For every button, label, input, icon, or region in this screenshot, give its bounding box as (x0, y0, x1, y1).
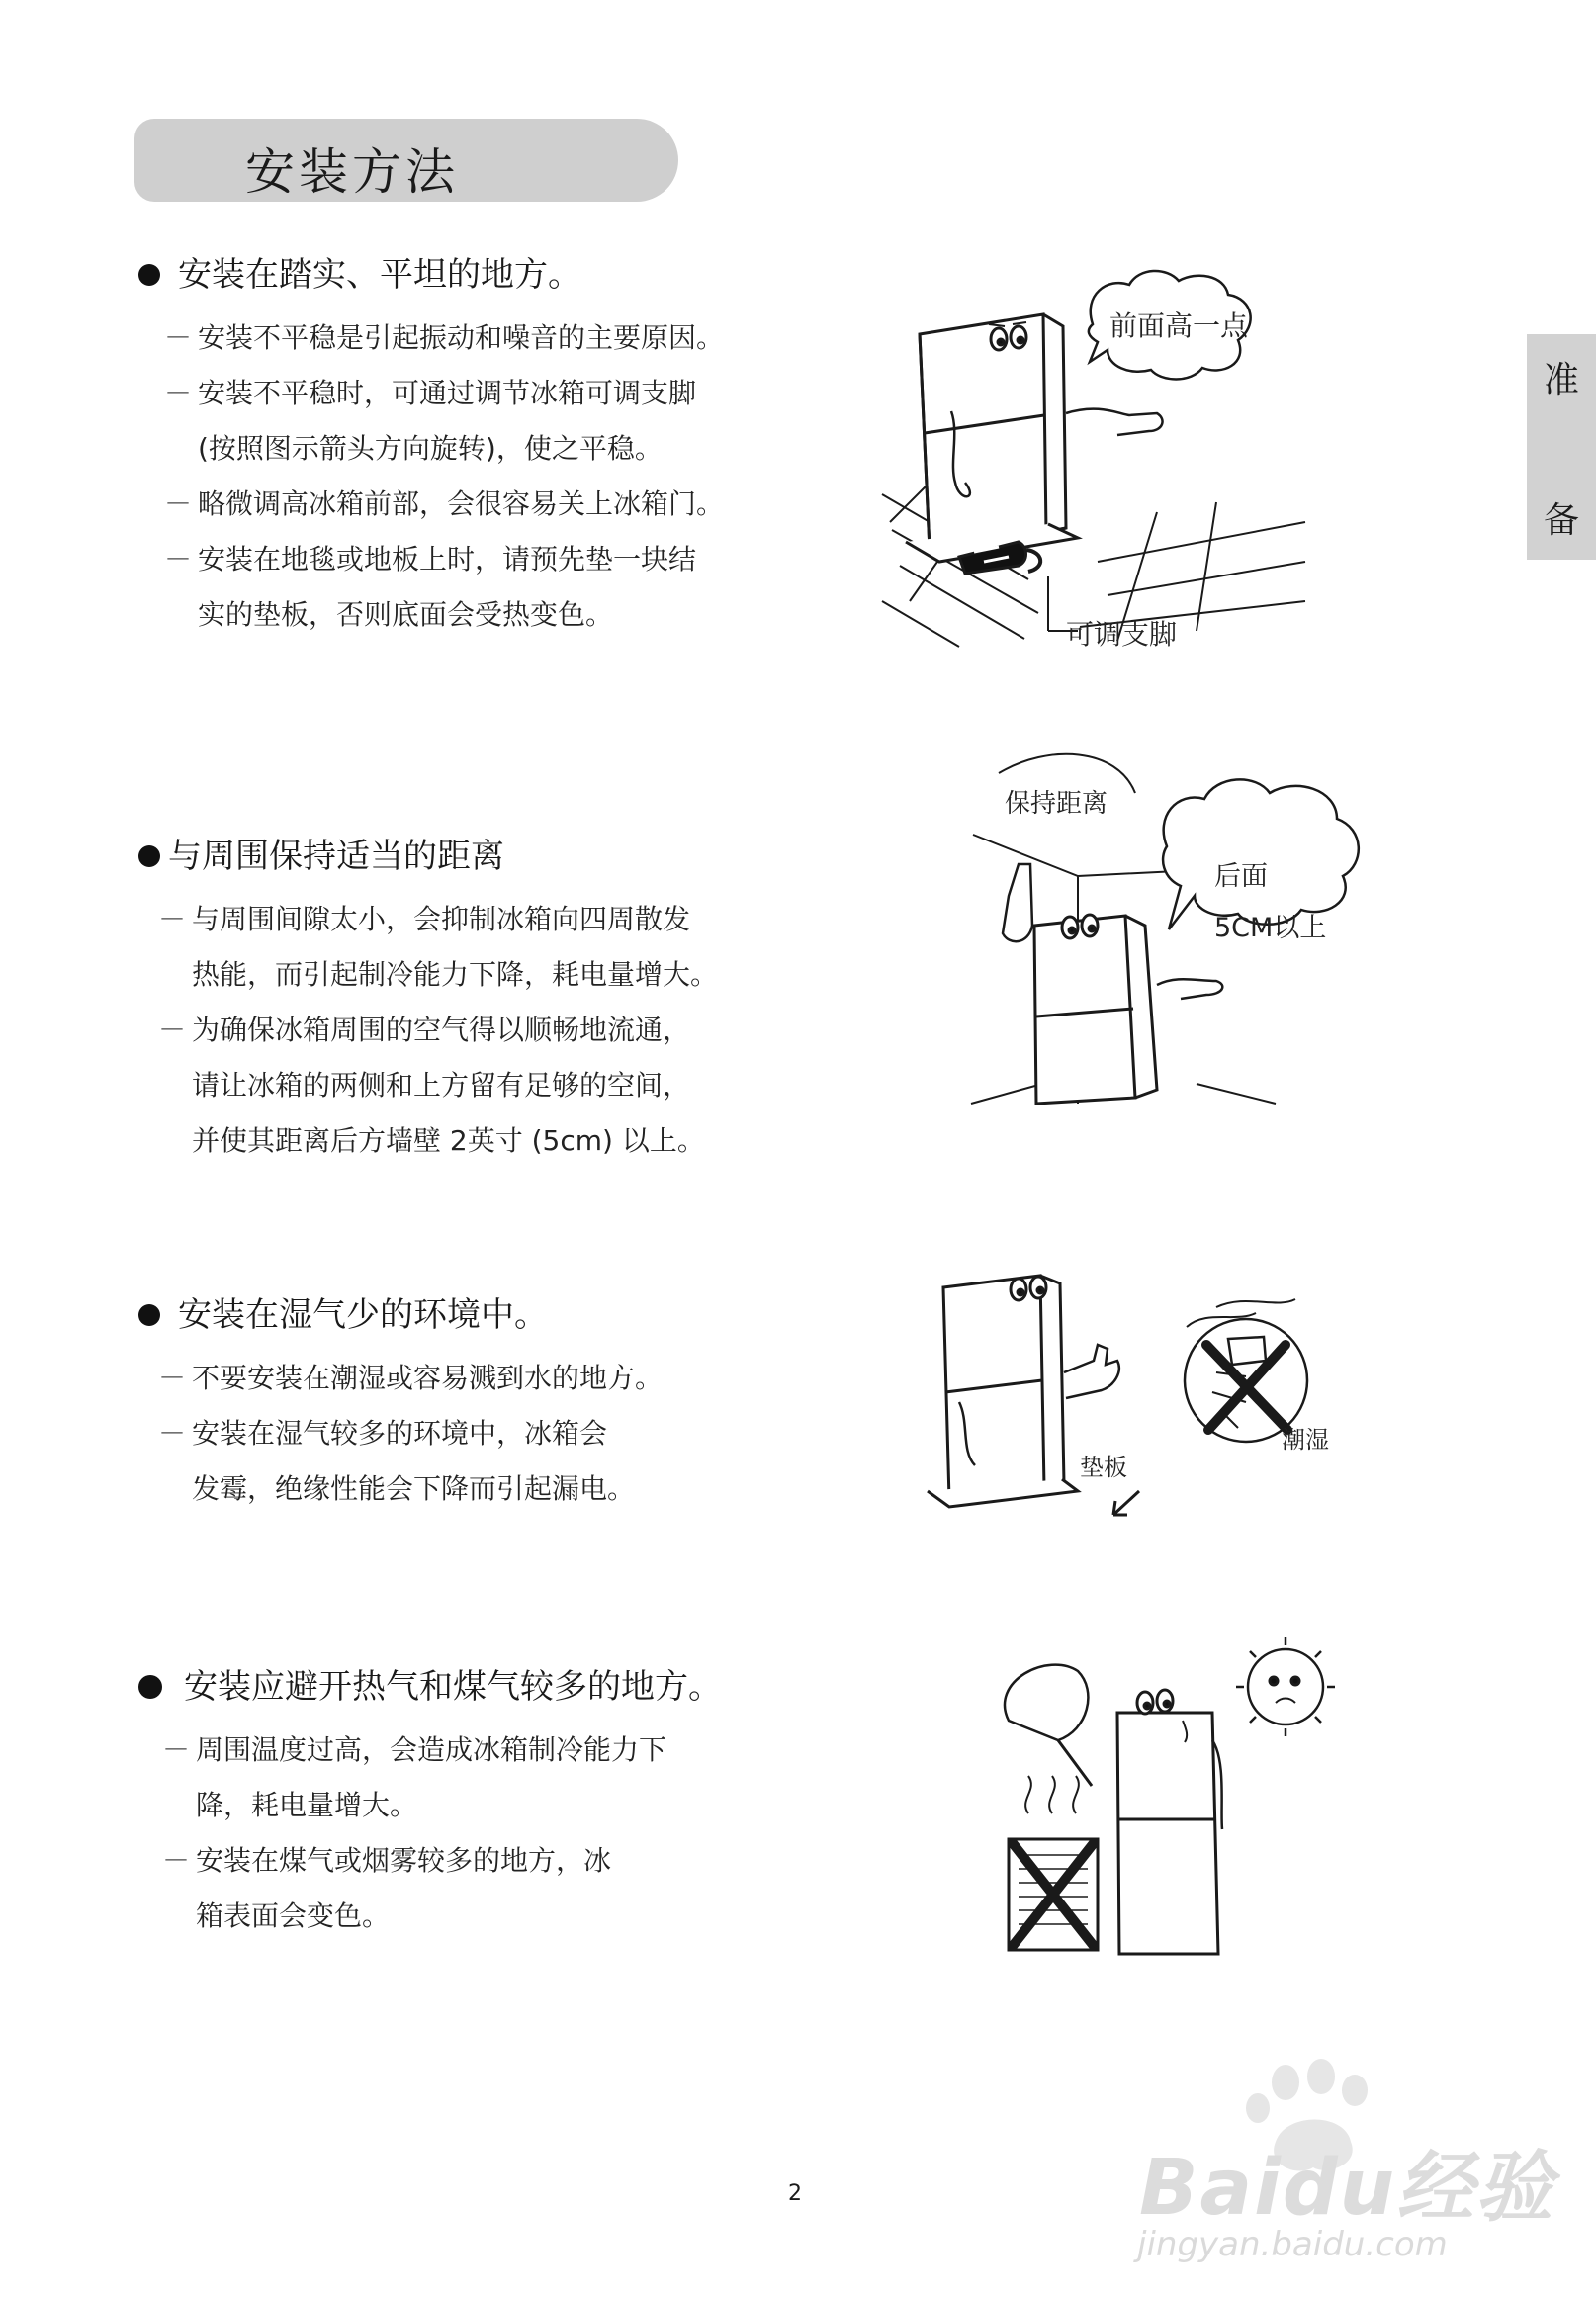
section-heading (134, 1293, 866, 1337)
item-list (158, 1351, 866, 1517)
title-bar (134, 119, 678, 202)
page-number: 2 (788, 2181, 802, 2206)
list-item: － 安装在湿气较多的环境中，冰箱会 发霉，绝缘性能会下降而引起漏电。 (158, 1417, 636, 1505)
bubble-label-2: 5CM以上 (1214, 913, 1327, 943)
bullet-icon (138, 1304, 160, 1326)
list-item: － 安装不平稳是引起振动和噪音的主要原因。 (164, 321, 725, 354)
fridge-heat-illustration (989, 1632, 1384, 1968)
list-item: － 与周围间隙太小，会抑制冰箱向四周散发 热能，而引起制冷能力下降，耗电量增大。 (158, 903, 719, 991)
bubble-label: 前面高一点 (1109, 309, 1249, 342)
section-heading-text: 安装应避开热气和煤气较多的地方。 (184, 1667, 722, 1707)
section-heading (134, 835, 866, 878)
list-item: － 不要安装在潮湿或容易溅到水的地方。 (158, 1362, 664, 1394)
bullet-icon (138, 1675, 162, 1699)
section-low-humidity (134, 1293, 866, 1517)
fridge-humidity-illustration (920, 1254, 1365, 1550)
distance-label: 保持距离 (1005, 789, 1108, 819)
section-keep-distance (134, 835, 866, 1169)
side-tab-char-1: 准 (1543, 360, 1579, 400)
section-heading-text: 安装在踏实、平坦的地方。 (178, 255, 581, 295)
item-list (158, 892, 866, 1169)
bullet-icon (138, 264, 160, 286)
bullet-icon (138, 845, 160, 867)
list-item: － 安装不平稳时，可通过调节冰箱可调支脚 (按照图示箭头方向旋转)，使之平稳。 (164, 377, 697, 465)
section-heading (134, 253, 866, 297)
side-tab-char-2: 备 (1543, 500, 1579, 541)
list-item: － 为确保冰箱周围的空气得以顺畅地流通， 请让冰箱的两侧和上方留有足够的空间， 并使其距离后方墙壁 2英寸 (5cm) 以上。 (158, 1014, 705, 1157)
item-list (164, 310, 866, 643)
fridge-level-illustration (870, 265, 1305, 661)
humid-label: 潮湿 (1282, 1426, 1329, 1454)
list-item: － 略微调高冰箱前部，会很容易关上冰箱门。 (164, 487, 725, 520)
watermark-url: jingyan.baidu.com (1137, 2225, 1448, 2264)
page-title: 安装方法 (245, 143, 459, 201)
section-avoid-heat (134, 1665, 866, 1944)
list-item: － 安装在煤气或烟雾较多的地方，冰 箱表面会变色。 (162, 1844, 612, 1932)
fridge-distance-illustration (969, 748, 1404, 1123)
list-item: － 周围温度过高，会造成冰箱制冷能力下 降，耗电量增大。 (162, 1733, 667, 1821)
bubble-label-1: 后面 (1214, 861, 1268, 892)
foot-label: 可调支脚 (1066, 618, 1178, 651)
pad-label: 垫板 (1080, 1454, 1127, 1481)
watermark-brand: Baidu经验 (1139, 2144, 1555, 2233)
section-level-ground (134, 253, 866, 643)
section-heading-text: 安装在湿气少的环境中。 (178, 1295, 548, 1335)
list-item: － 安装在地毯或地板上时，请预先垫一块结 实的垫板，否则底面会受热变色。 (164, 543, 697, 631)
section-heading-text: 与周围保持适当的距离 (168, 837, 504, 876)
item-list (162, 1723, 866, 1944)
side-tab (1527, 334, 1596, 560)
section-heading (134, 1665, 866, 1709)
